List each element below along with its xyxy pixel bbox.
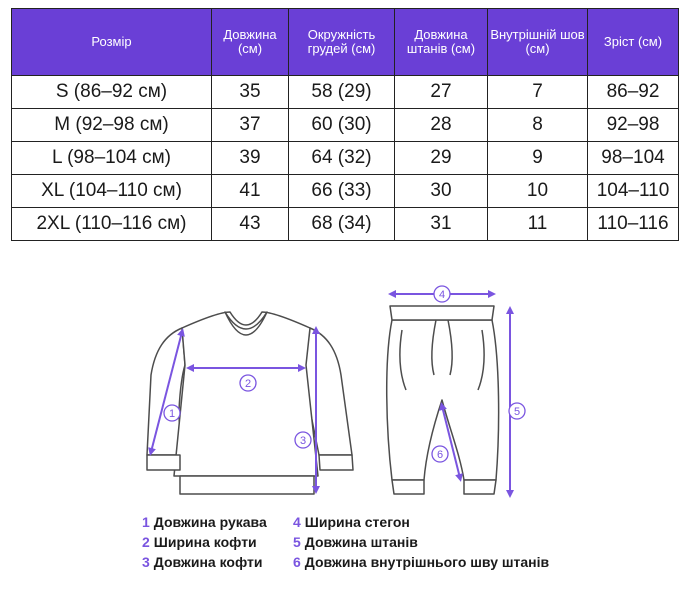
legend-number: 3 bbox=[142, 554, 150, 570]
marker-3 bbox=[295, 432, 311, 448]
cell-height: 86–92 bbox=[588, 76, 679, 109]
legend-number: 4 bbox=[293, 514, 301, 530]
pants-waistband bbox=[390, 306, 494, 320]
cell-length: 43 bbox=[212, 208, 289, 241]
legend-column-right bbox=[293, 512, 549, 572]
sweatshirt-illustration bbox=[147, 312, 353, 494]
sweatshirt-right-cuff bbox=[319, 455, 353, 470]
table-row bbox=[12, 208, 679, 241]
legend-label: Ширина кофти bbox=[153, 534, 257, 550]
legend-number: 1 bbox=[142, 514, 150, 530]
cell-chest: 68 (34) bbox=[289, 208, 395, 241]
table-header-row bbox=[12, 9, 679, 76]
cell-size: 2XL (110–116 см) bbox=[12, 208, 212, 241]
legend-column-left bbox=[142, 512, 267, 572]
header-inseam: Внутрішній шов (см) bbox=[488, 9, 588, 76]
marker-1-label: 1 bbox=[168, 408, 176, 420]
legend-item bbox=[142, 552, 267, 572]
cell-inseam: 11 bbox=[488, 208, 588, 241]
cell-chest: 58 (29) bbox=[289, 76, 395, 109]
cell-chest: 60 (30) bbox=[289, 109, 395, 142]
legend-item bbox=[293, 552, 549, 572]
pants-illustration bbox=[387, 306, 499, 494]
legend-label: Довжина кофти bbox=[153, 554, 263, 570]
cell-height: 98–104 bbox=[588, 142, 679, 175]
cell-height: 92–98 bbox=[588, 109, 679, 142]
cell-size: S (86–92 см) bbox=[12, 76, 212, 109]
table-row bbox=[12, 175, 679, 208]
legend-label: Довжина штанів bbox=[304, 534, 418, 550]
legend-label: Довжина рукава bbox=[153, 514, 267, 530]
cell-pants-length: 29 bbox=[395, 142, 488, 175]
cell-size: XL (104–110 см) bbox=[12, 175, 212, 208]
header-length: Довжина (см) bbox=[212, 9, 289, 76]
legend-item bbox=[293, 512, 549, 532]
legend-number: 5 bbox=[293, 534, 301, 550]
cell-length: 35 bbox=[212, 76, 289, 109]
cell-length: 41 bbox=[212, 175, 289, 208]
marker-6-label: 6 bbox=[436, 449, 444, 461]
cell-inseam: 7 bbox=[488, 76, 588, 109]
header-chest: Окружність грудей (см) bbox=[289, 9, 395, 76]
marker-2 bbox=[240, 375, 256, 391]
cell-pants-length: 31 bbox=[395, 208, 488, 241]
table-row bbox=[12, 76, 679, 109]
cell-size: M (92–98 см) bbox=[12, 109, 212, 142]
marker-5 bbox=[509, 403, 525, 419]
sweatshirt-waistband bbox=[180, 476, 314, 494]
legend-item bbox=[142, 512, 267, 532]
cell-chest: 66 (33) bbox=[289, 175, 395, 208]
marker-4 bbox=[434, 286, 450, 302]
header-pants-length: Довжина штанів (см) bbox=[395, 9, 488, 76]
legend-label: Довжина внутрішнього шву штанів bbox=[304, 554, 550, 570]
pants-left-cuff bbox=[392, 480, 424, 494]
cell-pants-length: 30 bbox=[395, 175, 488, 208]
cell-pants-length: 27 bbox=[395, 76, 488, 109]
pants-right-cuff bbox=[464, 480, 496, 494]
cell-height: 104–110 bbox=[588, 175, 679, 208]
measurement-diagram bbox=[130, 280, 550, 510]
legend-number: 6 bbox=[293, 554, 301, 570]
marker-3-label: 3 bbox=[299, 435, 307, 447]
legend-item bbox=[293, 532, 549, 552]
marker-2-label: 2 bbox=[244, 378, 252, 390]
cell-chest: 64 (32) bbox=[289, 142, 395, 175]
marker-5-label: 5 bbox=[513, 406, 521, 418]
marker-4-label: 4 bbox=[438, 289, 446, 301]
cell-size: L (98–104 см) bbox=[12, 142, 212, 175]
legend-label: Ширина стегон bbox=[304, 514, 410, 530]
size-chart-table bbox=[11, 8, 679, 241]
sweatshirt-body bbox=[174, 312, 318, 476]
cell-length: 37 bbox=[212, 109, 289, 142]
header-size: Розмір bbox=[12, 9, 212, 76]
marker-1 bbox=[164, 405, 180, 421]
legend-item bbox=[142, 532, 267, 552]
header-height: Зріст (см) bbox=[588, 9, 679, 76]
table-row bbox=[12, 109, 679, 142]
cell-length: 39 bbox=[212, 142, 289, 175]
cell-inseam: 8 bbox=[488, 109, 588, 142]
cell-inseam: 9 bbox=[488, 142, 588, 175]
cell-inseam: 10 bbox=[488, 175, 588, 208]
cell-pants-length: 28 bbox=[395, 109, 488, 142]
sweatshirt-left-cuff bbox=[147, 455, 180, 470]
cell-height: 110–116 bbox=[588, 208, 679, 241]
legend-number: 2 bbox=[142, 534, 150, 550]
marker-6 bbox=[432, 446, 448, 462]
table-row bbox=[12, 142, 679, 175]
